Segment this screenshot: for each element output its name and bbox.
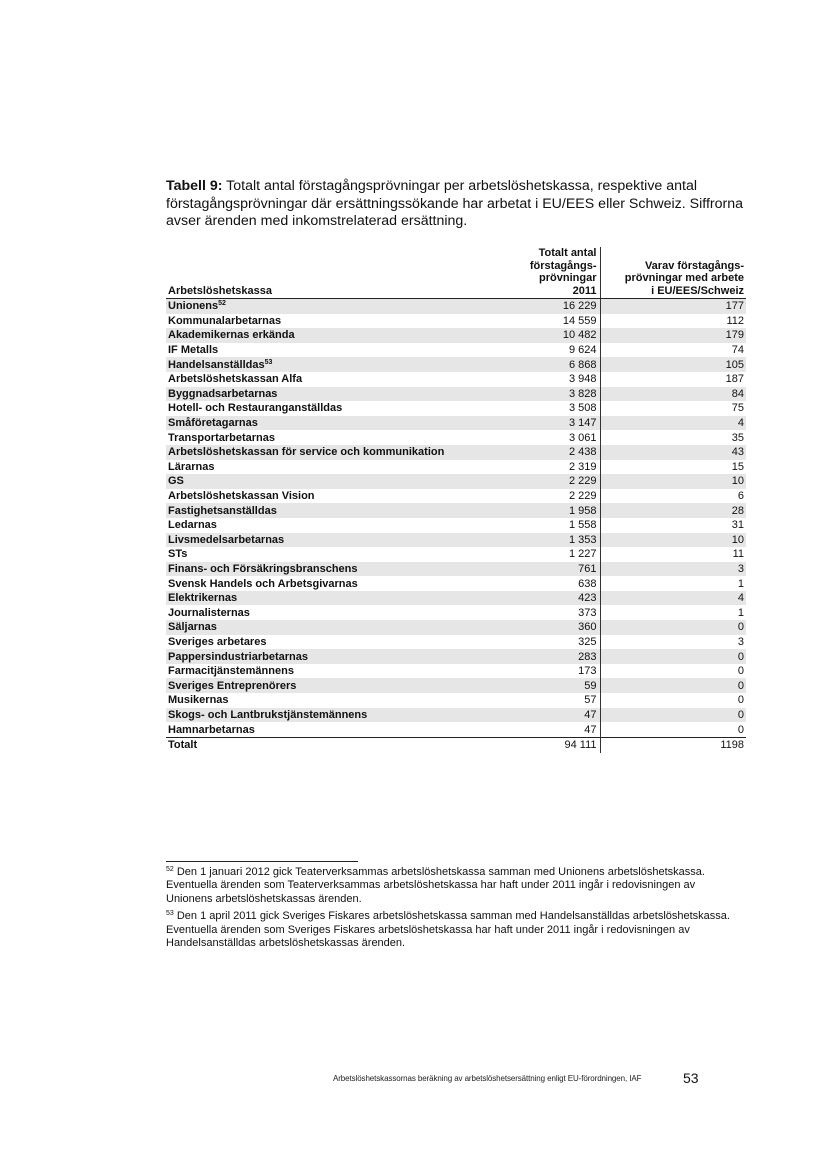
fund-name-text: Hotell- och Restauranganställdas (168, 402, 343, 415)
footnote-52 (166, 866, 736, 906)
first-trials-eu: 4 (600, 416, 746, 431)
table-row (166, 357, 746, 372)
fund-name (166, 678, 509, 693)
first-trials-total: 2 319 (509, 460, 600, 475)
fund-name (166, 722, 509, 737)
table-row (166, 460, 746, 475)
fund-name (166, 372, 509, 387)
table-row (166, 430, 746, 445)
fund-name-text: Transportarbetarnas (168, 431, 275, 444)
table-row (166, 401, 746, 416)
first-trials-total: 373 (509, 605, 600, 620)
first-trials-total: 16 229 (509, 299, 600, 314)
fund-name-text: GS (168, 475, 184, 488)
first-trials-total: 3 948 (509, 372, 600, 387)
first-trials-total: 3 508 (509, 401, 600, 416)
table-caption (166, 178, 746, 231)
first-trials-eu: 0 (600, 678, 746, 693)
fund-name-text: Journalisternas (168, 606, 250, 619)
total-first-trials: 94 111 (509, 737, 600, 753)
fund-name (166, 635, 509, 650)
first-trials-total: 761 (509, 562, 600, 577)
fund-name-text: Arbetslöshetskassan Vision (168, 490, 315, 503)
fund-name (166, 533, 509, 548)
table-row (166, 416, 746, 431)
fund-name-text: Småföretagarnas (168, 417, 258, 430)
header-total-first-trials: Totalt antal förstagångs- prövningar 2011 (509, 247, 600, 299)
first-trials-eu: 0 (737, 723, 744, 736)
fund-name-text: Arbetslöshetskassan Alfa (168, 373, 303, 386)
footnote-text: Den 1 april 2011 gick Sveriges Fiskares arbetslöshetskassa samman med Handelsanställdas arbetslöshetskassa. Eventuella ärenden som Sveriges Fiskares arbetslöshetskassa har haft under 2011 ingår i redovisningen av Handelsanställdas arbetslöshetskassas ärenden. (166, 910, 730, 950)
table-row (166, 678, 746, 693)
first-trials-total: 1 558 (509, 518, 600, 533)
table-row (166, 664, 746, 679)
first-trials-eu: 75 (731, 402, 744, 415)
table-row (166, 708, 746, 723)
fund-name-text: Lärarnas (168, 460, 215, 473)
first-trials-total: 3 828 (509, 387, 600, 402)
first-trials-total: 57 (509, 693, 600, 708)
table-row (166, 576, 746, 591)
table-row (166, 605, 746, 620)
fund-name-text: Akademikernas erkända (168, 329, 295, 342)
table-row (166, 387, 746, 402)
first-trials-eu: 4 (600, 591, 746, 606)
fund-name-text: IF Metalls (168, 344, 219, 357)
fund-name (166, 328, 509, 343)
table-row (166, 635, 746, 650)
fund-name-text: Byggnadsarbetarnas (168, 387, 278, 400)
table-row (166, 518, 746, 533)
fund-name-text: Hamnarbetarnas (168, 723, 255, 736)
first-trials-eu: 1 (737, 606, 744, 619)
fund-name (166, 591, 509, 606)
fund-name (166, 343, 509, 358)
first-trials-total: 47 (509, 708, 600, 723)
first-trials-eu: 187 (725, 373, 744, 386)
caption-label: Tabell 9: (166, 178, 223, 194)
first-trials-total: 2 229 (509, 474, 600, 489)
first-trials-eu: 74 (731, 344, 744, 357)
first-trials-total: 14 559 (509, 314, 600, 329)
table-body (166, 299, 746, 738)
fund-name (166, 518, 509, 533)
first-trials-total: 3 061 (509, 430, 600, 445)
fund-name (166, 401, 509, 416)
fund-name-text: Sveriges arbetares (168, 635, 267, 648)
page-footer-text: Arbetslöshetskassornas beräkning av arbetslöshetsersättning enligt EU-förordningen, IAF (333, 1074, 642, 1083)
table-header-row (166, 247, 746, 299)
table-row (166, 489, 746, 504)
fund-name-text: Arbetslöshetskassan för service och kommunikation (168, 446, 445, 459)
first-trials-eu: 84 (600, 387, 746, 402)
table-row (166, 562, 746, 577)
first-trials-total: 1 958 (509, 503, 600, 518)
first-trials-eu: 35 (731, 431, 744, 444)
fund-name (166, 357, 509, 372)
table-row (166, 503, 746, 518)
fund-name-text: Livsmedelsarbetarnas (168, 533, 285, 546)
first-trials-total: 1 227 (509, 547, 600, 562)
fund-name (166, 416, 509, 431)
first-trials-eu: 43 (600, 445, 746, 460)
fund-name-text: STs (168, 548, 188, 561)
first-trials-total: 59 (509, 678, 600, 693)
fund-name-text: Finans- och Försäkringsbranschens (168, 562, 358, 575)
first-trials-total: 283 (509, 649, 600, 664)
table-row (166, 299, 746, 314)
first-trials-eu: 0 (737, 665, 744, 678)
first-trials-eu: 0 (600, 708, 746, 723)
fund-name (166, 547, 509, 562)
table-row (166, 649, 746, 664)
fund-name-text: Säljarnas (168, 621, 217, 634)
first-trials-eu: 105 (600, 357, 746, 372)
fund-name-text: Svensk Handels och Arbetsgivarnas (168, 577, 358, 590)
first-trials-eu: 1 (737, 577, 744, 590)
footnote-53 (166, 910, 736, 950)
table-row (166, 445, 746, 460)
caption-text: Totalt antal förstagångsprövningar per arbetslöshetskassa, respektive antal förstagångsprövningar där ersättningssökande har arbetat i EU/EES eller Schweiz. Siffrorna avser ärenden med inkomstrelaterad ersättning. (166, 178, 744, 229)
table-row (166, 547, 746, 562)
fund-name-text: Skogs- och Lantbrukstjänstemännens (168, 708, 368, 721)
fund-name (166, 503, 509, 518)
first-trials-eu: 6 (737, 490, 744, 503)
table-row (166, 591, 746, 606)
first-trials-total: 3 147 (509, 416, 600, 431)
footnote-text: Den 1 januari 2012 gick Teaterverksammas arbetslöshetskassa samman med Unionens arbetslöshetskassa. Eventuella ärenden som Teaterverksammas arbetslöshetskassa har haft under 2011 ingår i redovisningen av Unionens arbetslöshetskassas ärenden. (166, 866, 705, 905)
table-row (166, 474, 746, 489)
fund-name-text: Elektrikernas (168, 592, 238, 605)
fund-name (166, 430, 509, 445)
first-trials-eu: 10 (600, 474, 746, 489)
fund-name (166, 489, 509, 504)
fund-name (166, 314, 509, 329)
page-number: 53 (683, 1070, 699, 1086)
fund-name-text: Musikernas (168, 694, 229, 707)
first-trials-eu: 3 (737, 635, 744, 648)
fund-name (166, 299, 509, 314)
table-row (166, 620, 746, 635)
table-row (166, 372, 746, 387)
first-trials-eu: 0 (600, 649, 746, 664)
fund-name-text: Fastighetsanställdas (168, 504, 277, 517)
table-row (166, 533, 746, 548)
table-row (166, 328, 746, 343)
fund-name-text: Sveriges Entreprenörers (168, 679, 297, 692)
fund-name (166, 708, 509, 723)
first-trials-eu: 0 (737, 694, 744, 707)
first-trials-total: 360 (509, 620, 600, 635)
table-row (166, 722, 746, 737)
first-trials-eu: 177 (600, 299, 746, 314)
fund-name (166, 649, 509, 664)
first-trials-total: 173 (509, 664, 600, 679)
fund-name (166, 387, 509, 402)
first-trials-total: 47 (509, 722, 600, 737)
table-row (166, 343, 746, 358)
first-trials-eu: 112 (726, 314, 744, 327)
fund-name (166, 460, 509, 475)
fund-name (166, 664, 509, 679)
fund-name (166, 445, 509, 460)
fund-name (166, 620, 509, 635)
first-trials-total: 6 868 (509, 357, 600, 372)
footnote-number: 53 (166, 910, 174, 918)
fund-name-text: Pappersindustriarbetarnas (168, 650, 308, 663)
fund-name (166, 576, 509, 591)
fund-name (166, 562, 509, 577)
first-trials-total: 1 353 (509, 533, 600, 548)
header-eu-first-trials: Varav förstagångs- prövningar med arbete i EU/EES/Schweiz (600, 247, 746, 299)
first-trials-eu: 11 (732, 548, 744, 561)
fund-name (166, 693, 509, 708)
first-trials-eu: 15 (731, 460, 744, 473)
first-trials-eu: 28 (600, 503, 746, 518)
first-trials-total: 638 (509, 576, 600, 591)
first-trials-total: 10 482 (509, 328, 600, 343)
first-trials-total: 9 624 (509, 343, 600, 358)
total-eu-first-trials: 1198 (600, 737, 746, 753)
footnote-ref: 53 (264, 358, 273, 366)
first-trials-eu: 10 (600, 533, 746, 548)
header-unemployment-fund: Arbetslöshetskassa (166, 247, 509, 299)
first-trials-eu: 179 (600, 328, 746, 343)
first-trials-eu: 0 (600, 620, 746, 635)
fund-name-text: Kommunalarbetarnas (168, 314, 282, 327)
fund-name (166, 474, 509, 489)
total-label: Totalt (166, 737, 509, 753)
first-trials-total: 2 438 (509, 445, 600, 460)
data-table (166, 247, 746, 753)
fund-name (166, 605, 509, 620)
first-trials-total: 423 (509, 591, 600, 606)
first-trials-total: 325 (509, 635, 600, 650)
fund-name-text: Handelsanställdas (168, 358, 265, 371)
footnotes (166, 866, 736, 954)
footnote-number: 52 (166, 866, 174, 873)
first-trials-total: 2 229 (509, 489, 600, 504)
first-trials-eu: 31 (731, 519, 744, 532)
fund-name-text: Farmacitjänstemännens (168, 665, 294, 678)
fund-name-text: Unionens (168, 300, 219, 313)
first-trials-eu: 3 (600, 562, 746, 577)
footnote-ref: 52 (218, 300, 226, 308)
table-row (166, 314, 746, 329)
table-total-row (166, 737, 746, 753)
fund-name-text: Ledarnas (168, 519, 217, 532)
table-row (166, 693, 746, 708)
footnote-separator (166, 861, 358, 862)
